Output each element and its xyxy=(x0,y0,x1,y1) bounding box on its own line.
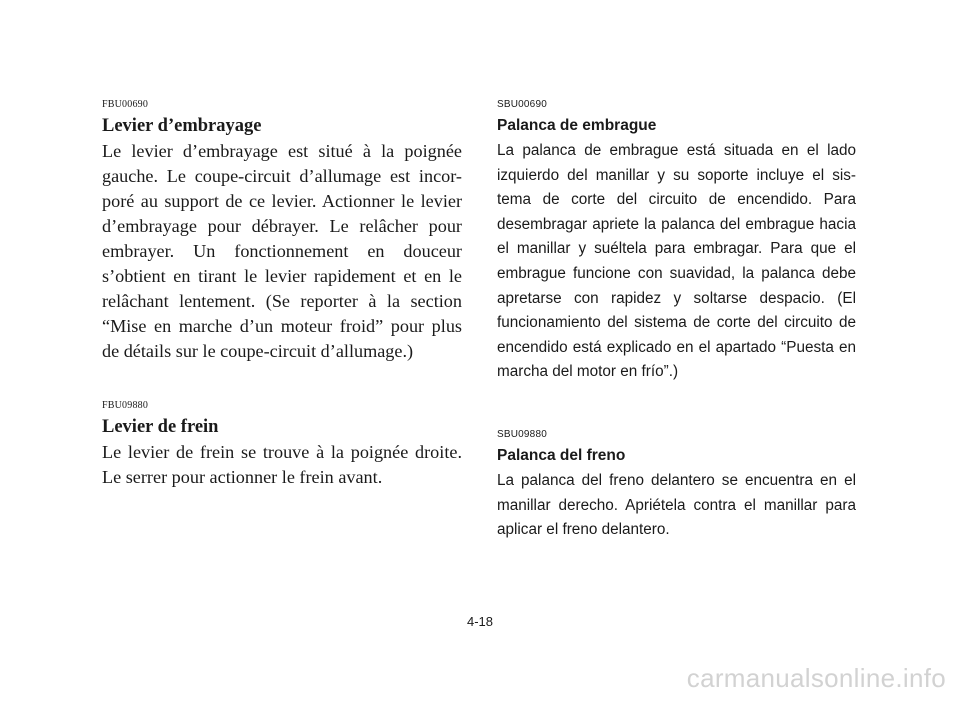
spanish-column xyxy=(497,98,856,543)
section-clutch-lever-fr xyxy=(102,98,462,364)
section-clutch-lever-es xyxy=(497,98,856,385)
section-code: FBU00690 xyxy=(102,99,149,110)
section-body: La palanca de embrague está situada en el lado izquierdo del manillar y su soporte incluye el sis-tema de corte del circuito de encendido. Para desembragar apriete la palanca del embrague hacia el manillar y suéltela para embragar. Para que el embrague funcione con suavidad, la palanca debe apretarse con rapidez y soltarse despacio. (El funcionamiento del sistema de corte del circuito de encendido está explicado en el apartado “Puesta en marcha del motor en frío”.) xyxy=(497,142,856,381)
section-heading: Palanca de embrague xyxy=(497,117,657,134)
section-body: Le levier de frein se trouve à la poignée droite. Le serrer pour actionner le frein avant. xyxy=(102,442,462,487)
section-heading: Palanca del freno xyxy=(497,446,626,464)
section-heading: Levier de frein xyxy=(102,417,219,437)
section-code: SBU09880 xyxy=(497,428,547,440)
section-heading: Levier d’embrayage xyxy=(102,116,262,136)
section-brake-lever-fr xyxy=(102,399,462,490)
section-body: La palanca del freno delantero se encuentra en el manillar derecho. Apriétela contra el manillar para aplicar el freno delantero. xyxy=(497,471,856,539)
section-code: FBU09880 xyxy=(102,400,149,411)
section-code: SBU00690 xyxy=(497,99,547,110)
section-body: Le levier d’embrayage est situé à la poignée gauche. Le coupe-circuit d’allumage est incor-poré au support de ce levier. Actionner le levier d’embrayage pour débrayer. Le relâcher pour embrayer. Un fonctionnement en douceur s’obtient en tirant le levier rapidement et en le relâchant lentement. (Se reporter à la section “Mise en marche d’un moteur froid” pour plus de détails sur le coupe-circuit d’allumage.) xyxy=(102,141,462,361)
section-brake-lever-es xyxy=(497,428,856,543)
page-number: 4-18 xyxy=(466,614,494,629)
watermark-text: carmanualsonline.info xyxy=(686,663,946,693)
french-column xyxy=(102,98,462,490)
